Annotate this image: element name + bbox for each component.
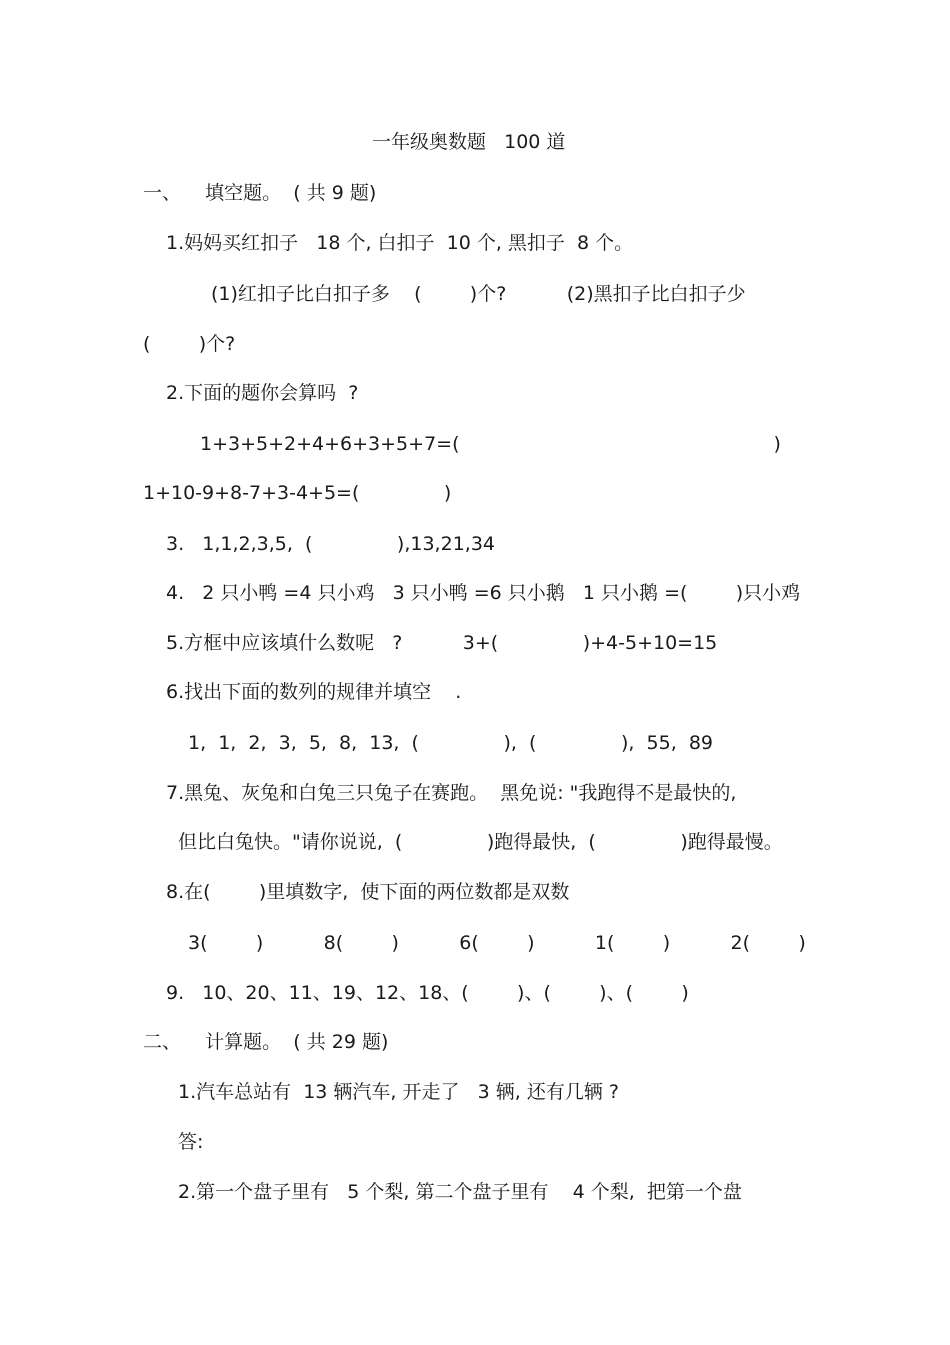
answer-label: 答: xyxy=(178,1131,204,1153)
question-text: 但比白兔快。"请你说说, ( )跑得最快, ( )跑得最慢。 xyxy=(178,831,783,853)
question-text: 9. 10、20、11、19、12、18、( )、( )、( ) xyxy=(166,982,689,1004)
section-heading: 一、 填空题。 ( 共 9 题) xyxy=(143,182,377,204)
question-text: (1)红扣子比白扣子多 ( )个? (2)黑扣子比白扣子少 xyxy=(211,283,746,305)
question-text: 3. 1,1,2,3,5, ( ),13,21,34 xyxy=(166,533,495,555)
question-text: 8.在( )里填数字, 使下面的两位数都是双数 xyxy=(166,881,570,903)
question-text: 4. 2 只小鸭 =4 只小鸡 3 只小鸭 =6 只小鹅 1 只小鹅 =( )只小鸡 xyxy=(166,582,801,604)
question-text: 1.妈妈买红扣子 18 个, 白扣子 10 个, 黑扣子 8 个。 xyxy=(166,232,634,254)
page-title: 一年级奥数题 100 道 xyxy=(372,131,566,153)
question-text: 5.方框中应该填什么数呢 ? 3+( )+4-5+10=15 xyxy=(166,632,718,654)
question-text: 1+3+5+2+4+6+3+5+7=( ) xyxy=(200,433,781,455)
question-text: 7.黑兔、灰兔和白兔三只兔子在赛跑。 黑免说: "我跑得不是最快的, xyxy=(166,782,737,804)
question-text: 1, 1, 2, 3, 5, 8, 13, ( ), ( ), 55, 89 xyxy=(188,732,714,754)
question-text: 3( ) 8( ) 6( ) 1( ) 2( ) xyxy=(188,932,806,954)
question-text: 1+10-9+8-7+3-4+5=( ) xyxy=(143,482,452,504)
question-text: 2.下面的题你会算吗 ? xyxy=(166,382,359,404)
question-text: 1.汽车总站有 13 辆汽车, 开走了 3 辆, 还有几辆 ? xyxy=(178,1081,619,1103)
section-heading: 二、 计算题。 ( 共 29 题) xyxy=(143,1031,389,1053)
question-text: ( )个? xyxy=(143,333,236,355)
question-text: 6.找出下面的数列的规律并填空 . xyxy=(166,681,462,703)
question-text: 2.第一个盘子里有 5 个梨, 第二个盘子里有 4 个梨, 把第一个盘 xyxy=(178,1181,742,1203)
